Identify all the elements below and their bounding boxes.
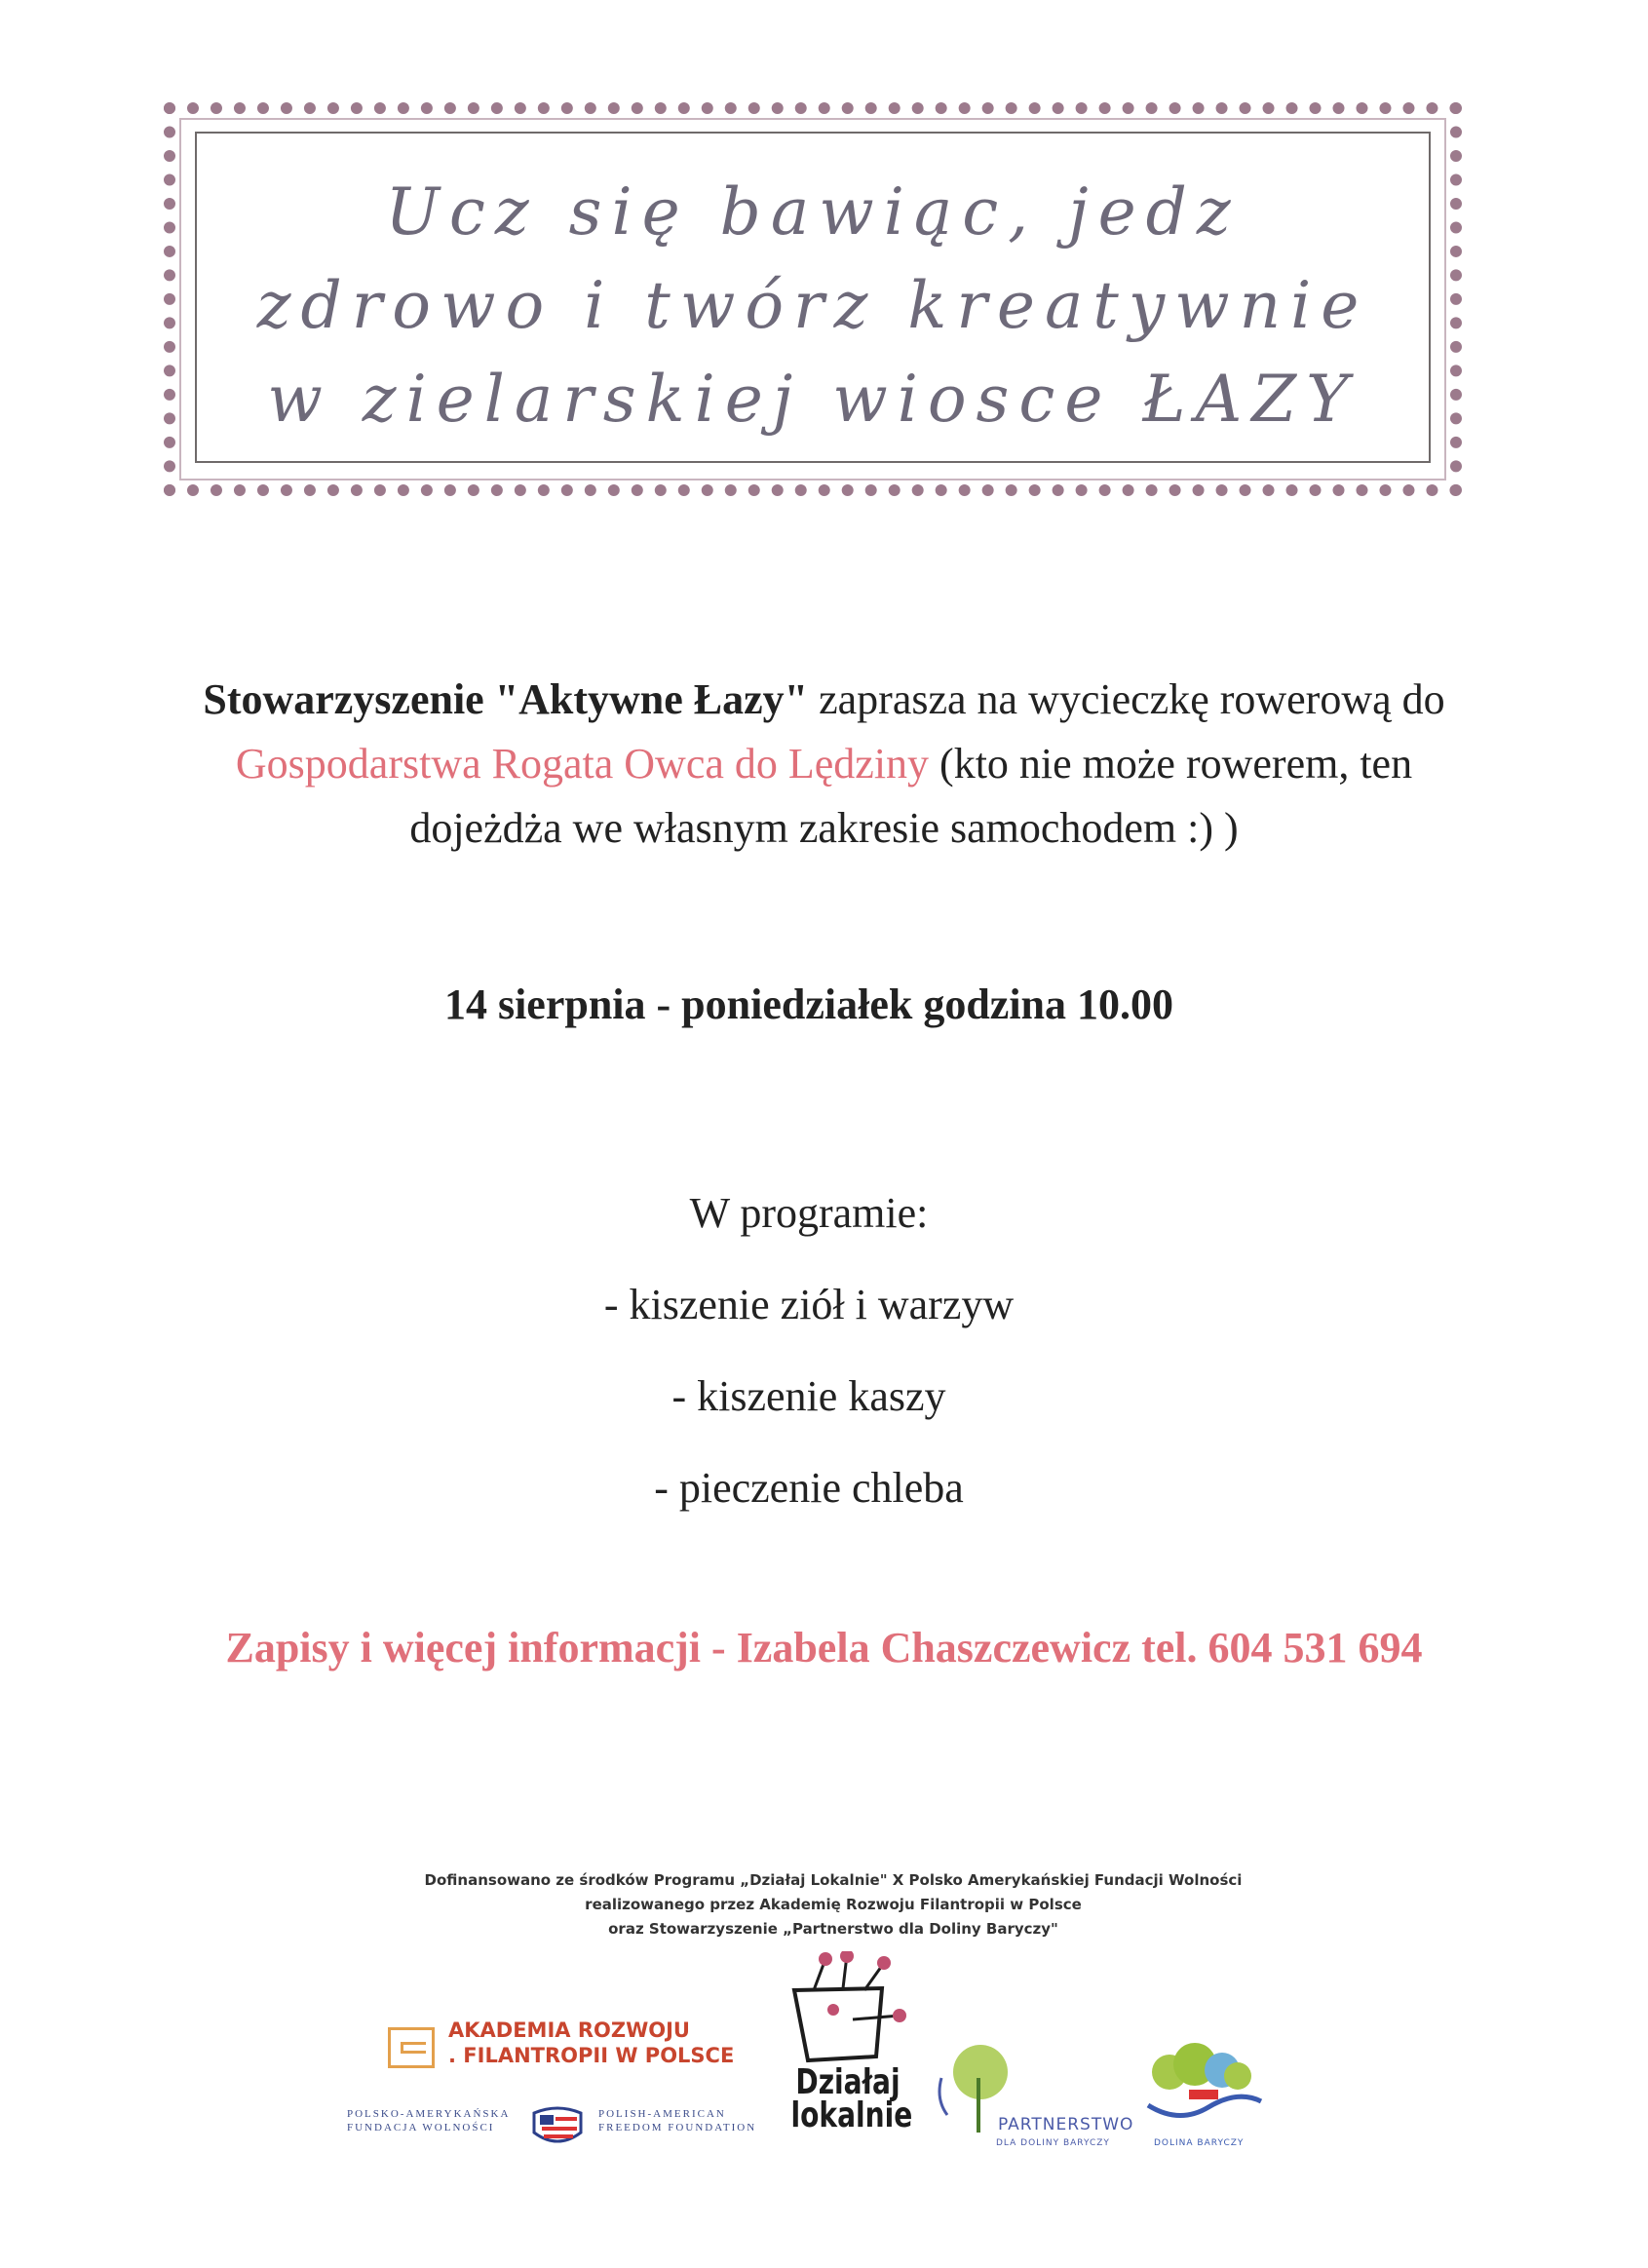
flag-emblem-icon — [530, 2103, 585, 2150]
program-item: - pieczenie chleba — [654, 1464, 964, 1512]
pafw-pl-line-1: POLSKO-AMERYKAŃSKA — [347, 2108, 511, 2120]
motto-line-3: w zielarskiej wiosce ŁAZY — [267, 362, 1359, 437]
dzialaj-line-1: Działaj — [795, 2062, 901, 2102]
pafw-en-line-1: POLISH-AMERICAN — [598, 2108, 726, 2120]
event-date: 14 sierpnia - poniedziałek godzina 10.00 — [443, 980, 1174, 1028]
funding-line-2: realizowanego przez Akademię Rozwoju Filantropii w Polsce — [585, 1896, 1082, 1913]
dolina-label: DOLINA BARYCZY — [1154, 2138, 1245, 2148]
akademia-logo — [388, 2018, 739, 2068]
akademia-mark-icon — [388, 2027, 435, 2068]
partnerstwo-line-1: PARTNERSTWO — [998, 2115, 1134, 2134]
pafw-pl-line-2: FUNDACJA WOLNOŚCI — [347, 2122, 495, 2133]
trees-and-water-icon — [1140, 2037, 1267, 2134]
dzialaj-line-2: lokalnie — [790, 2095, 913, 2135]
pafw-en-line-2: FREEDOM FOUNDATION — [598, 2122, 757, 2133]
flower-pot-icon — [775, 1951, 921, 2068]
motto-line-2: zdrowo i twórz kreatywnie — [256, 268, 1369, 343]
pafw-logo — [347, 2103, 766, 2152]
program-section — [78, 1168, 1540, 1534]
destination-name: Gospodarstwa Rogata Owca do Lędziny — [235, 740, 930, 788]
partnerstwo-logo — [936, 2039, 1134, 2156]
motto-heading — [195, 166, 1431, 446]
intro-text-2: (kto nie może rowerem, ten — [929, 740, 1413, 788]
akademia-line-2: . FILANTROPII W POLSCE — [448, 2044, 735, 2067]
motto-line-1: Ucz się bawiąc, jedz — [385, 174, 1241, 250]
intro-text-1: zaprasza na wycieczkę rowerową do — [808, 675, 1445, 723]
funding-line-3: oraz Stowarzyszenie „Partnerstwo dla Doliny Baryczy" — [608, 1920, 1058, 1938]
partnerstwo-line-2: DLA DOLINY BARYCZY — [996, 2138, 1110, 2148]
akademia-line-1: AKADEMIA ROZWOJU — [448, 2018, 690, 2042]
dolina-baryczy-logo — [1140, 2037, 1277, 2154]
dzialaj-lokalnie-logo — [775, 1951, 921, 2156]
funding-note — [273, 1868, 1394, 1941]
program-item: - kiszenie ziół i warzyw — [603, 1281, 1015, 1328]
signup-contact: Zapisy i więcej informacji - Izabela Chaszczewicz tel. 604 531 694 — [225, 1624, 1423, 1672]
organization-name: Stowarzyszenie "Aktywne Łazy" — [203, 675, 809, 723]
invitation-paragraph — [78, 668, 1570, 861]
program-item: - kiszenie kaszy — [671, 1372, 946, 1420]
program-heading: W programie: — [689, 1189, 929, 1237]
funding-line-1: Dofinansowano ze środków Programu „Działaj Lokalnie" X Polsko Amerykańskiej Fundacji Wolności — [424, 1871, 1243, 1889]
intro-text-3: dojeżdża we własnym zakresie samochodem :) ) — [409, 804, 1239, 852]
